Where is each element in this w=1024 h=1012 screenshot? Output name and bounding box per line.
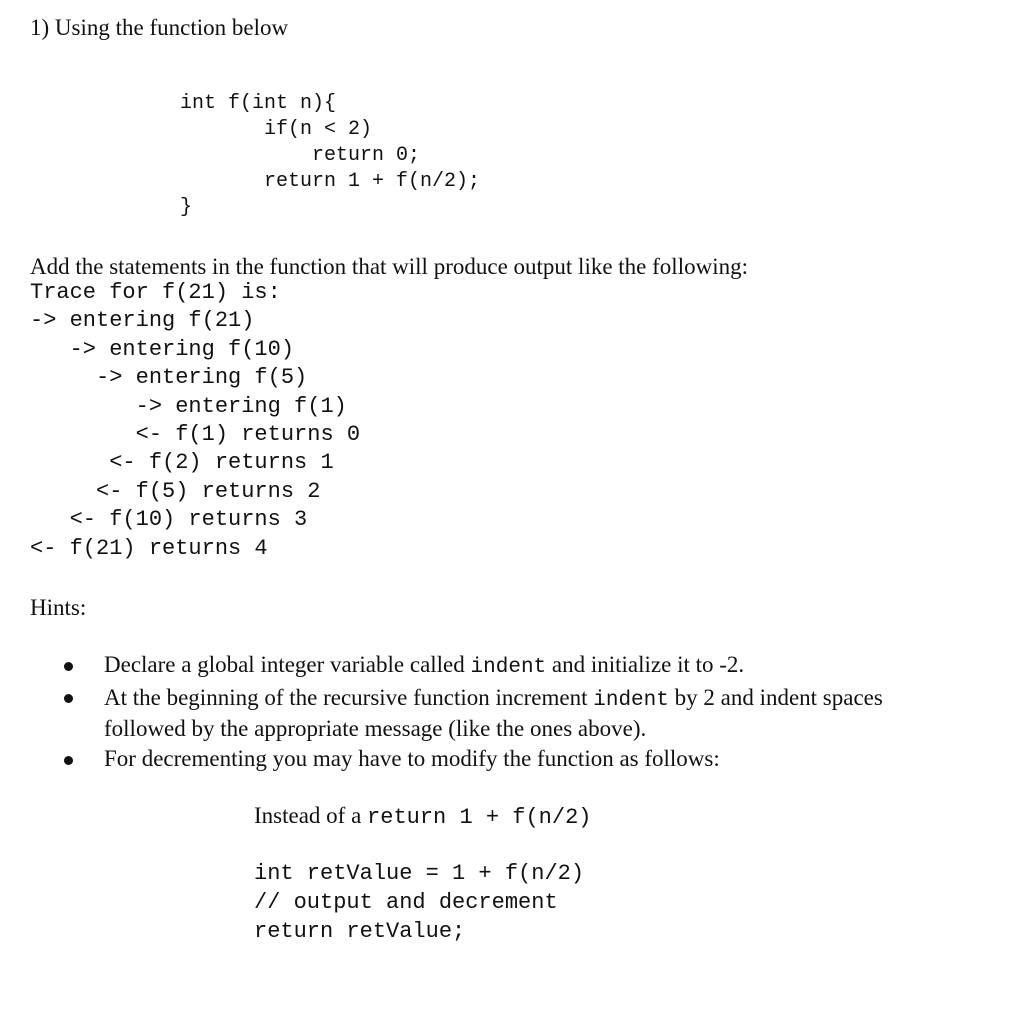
trace-line: <- f(21) returns 4	[30, 535, 268, 561]
hints-title: Hints:	[30, 595, 87, 620]
code-line: return 1 + f(n/2);	[180, 170, 481, 193]
hint-text: At the beginning of the recursive function increment	[104, 685, 594, 710]
trace-line: <- f(2) returns 1	[30, 450, 334, 476]
snippet-intro-code: return 1 + f(n/2)	[367, 805, 592, 830]
hint-item-2	[104, 683, 883, 744]
trace-output	[30, 279, 360, 563]
hint-text: followed by the appropriate message (like the ones above).	[104, 716, 647, 742]
snippet-intro	[254, 801, 591, 833]
trace-line: -> entering f(10)	[30, 336, 295, 362]
question-heading: 1) Using the function below	[30, 15, 289, 40]
trace-line: Trace for f(21) is:	[30, 280, 281, 305]
code-line: int f(int n){	[180, 92, 337, 115]
hint-text: by 2 and indent spaces	[668, 685, 883, 710]
hint-code: indent	[593, 689, 669, 712]
code-line: if(n < 2)	[180, 118, 373, 141]
bullet-icon	[64, 662, 73, 671]
hint-item-3: For decrementing you may have to modify the function as follows:	[104, 746, 720, 771]
hint-text: Declare a global integer variable called	[104, 652, 471, 677]
trace-line: <- f(1) returns 0	[30, 422, 361, 448]
snippet-line: // output and decrement	[254, 890, 558, 915]
hint-item-1	[104, 650, 744, 681]
snippet-intro-text: Instead of a	[254, 803, 368, 828]
trace-line: -> entering f(21)	[30, 308, 255, 334]
instruction-text: Add the statements in the function that will produce output like the following:	[30, 254, 748, 279]
function-code-block	[180, 91, 480, 221]
trace-line: -> entering f(5)	[30, 365, 308, 391]
code-line: return 0;	[180, 144, 421, 167]
trace-line: -> entering f(1)	[30, 393, 347, 419]
trace-line: <- f(10) returns 3	[30, 507, 308, 533]
trace-line: <- f(5) returns 2	[30, 478, 321, 504]
snippet-line: int retValue = 1 + f(n/2)	[254, 861, 585, 886]
snippet-code-block	[254, 859, 584, 946]
code-line: }	[180, 196, 193, 219]
hint-text: and initialize it to -2.	[546, 652, 745, 677]
snippet-line: return retValue;	[254, 919, 466, 944]
hint-code: indent	[470, 656, 547, 679]
bullet-icon	[64, 694, 73, 703]
bullet-icon	[64, 756, 73, 765]
